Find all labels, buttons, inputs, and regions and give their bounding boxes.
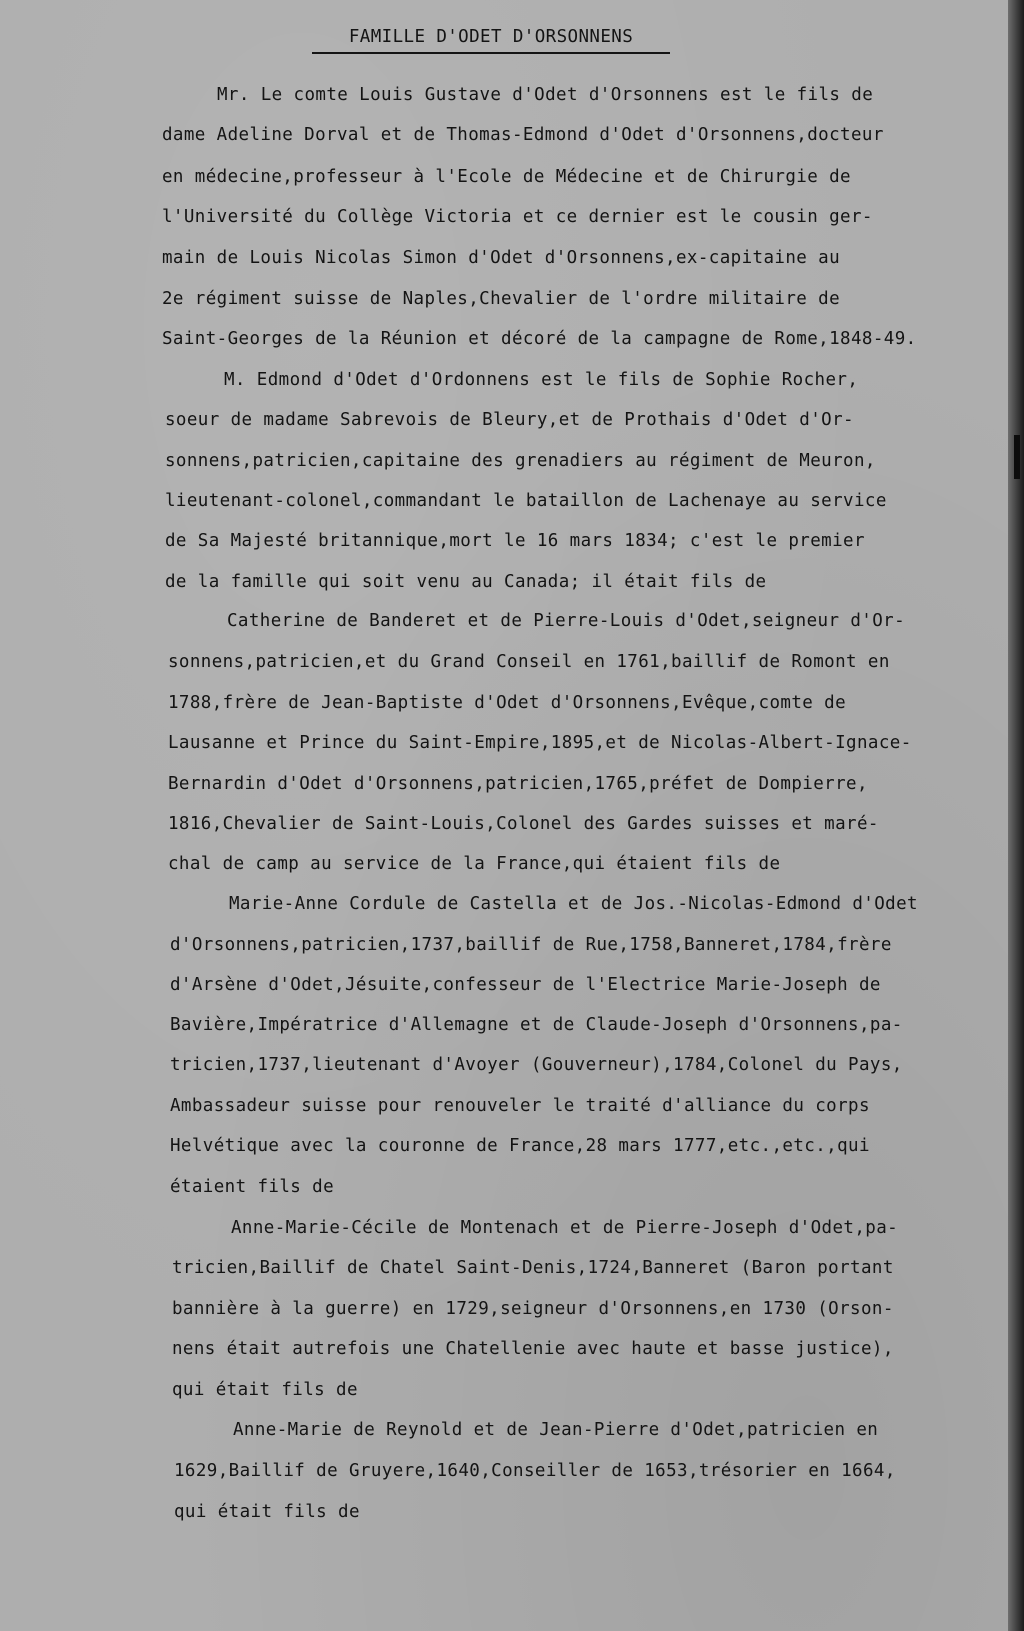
text-line: Saint-Georges de la Réunion et décoré de la campagne de Rome,1848-49. bbox=[162, 329, 917, 349]
document-title: FAMILLE D'ODET D'ORSONNENS bbox=[312, 22, 670, 54]
text-line: Bernardin d'Odet d'Orsonnens,patricien,1765,préfet de Dompierre, bbox=[168, 774, 868, 794]
text-line: 1629,Baillif de Gruyere,1640,Conseiller de 1653,trésorier en 1664, bbox=[174, 1461, 896, 1481]
text-line: tricien,1737,lieutenant d'Avoyer (Gouverneur),1784,Colonel du Pays, bbox=[170, 1055, 903, 1075]
text-line: sonnens,patricien,capitaine des grenadiers au régiment de Meuron, bbox=[165, 451, 876, 471]
text-line: Catherine de Banderet et de Pierre-Louis d'Odet,seigneur d'Or- bbox=[227, 611, 906, 631]
text-line: d'Orsonnens,patricien,1737,baillif de Rue,1758,Banneret,1784,frère bbox=[170, 935, 892, 955]
text-line: soeur de madame Sabrevois de Bleury,et de Prothais d'Odet d'Or- bbox=[165, 410, 854, 430]
text-line: qui était fils de bbox=[174, 1502, 360, 1522]
text-line: 1816,Chevalier de Saint-Louis,Colonel des Gardes suisses et maré- bbox=[168, 814, 879, 834]
text-line: 1788,frère de Jean-Baptiste d'Odet d'Orsonnens,Evêque,comte de bbox=[168, 693, 847, 713]
text-line: Bavière,Impératrice d'Allemagne et de Claude-Joseph d'Orsonnens,pa- bbox=[170, 1015, 903, 1035]
text-line: Anne-Marie-Cécile de Montenach et de Pierre-Joseph d'Odet,pa- bbox=[231, 1218, 899, 1238]
text-line: Marie-Anne Cordule de Castella et de Jos.-Nicolas-Edmond d'Odet bbox=[229, 894, 918, 914]
text-line: nens était autrefois une Chatellenie avec haute et basse justice), bbox=[172, 1339, 894, 1359]
text-line: M. Edmond d'Odet d'Ordonnens est le fils de Sophie Rocher, bbox=[224, 370, 859, 390]
text-line: tricien,Baillif de Chatel Saint-Denis,1724,Banneret (Baron portant bbox=[172, 1258, 894, 1278]
text-line: étaient fils de bbox=[170, 1177, 335, 1197]
text-line: 2e régiment suisse de Naples,Chevalier de l'ordre militaire de bbox=[162, 289, 841, 309]
text-line: lieutenant-colonel,commandant le bataillon de Lachenaye au service bbox=[165, 491, 887, 511]
text-line: main de Louis Nicolas Simon d'Odet d'Orsonnens,ex-capitaine au bbox=[162, 248, 841, 268]
text-line: bannière à la guerre) en 1729,seigneur d'Orsonnens,en 1730 (Orson- bbox=[172, 1299, 894, 1319]
text-line: Lausanne et Prince du Saint-Empire,1895,et de Nicolas-Albert-Ignace- bbox=[168, 733, 912, 753]
text-line: chal de camp au service de la France,qui étaient fils de bbox=[168, 854, 781, 874]
text-line: l'Université du Collège Victoria et ce dernier est le cousin ger- bbox=[162, 207, 873, 227]
text-line: de la famille qui soit venu au Canada; il était fils de bbox=[165, 572, 767, 592]
text-line: d'Arsène d'Odet,Jésuite,confesseur de l'Electrice Marie-Joseph de bbox=[170, 975, 881, 995]
text-line: sonnens,patricien,et du Grand Conseil en 1761,baillif de Romont en bbox=[168, 652, 890, 672]
text-line: qui était fils de bbox=[172, 1380, 358, 1400]
text-line: en médecine,professeur à l'Ecole de Médecine et de Chirurgie de bbox=[162, 167, 851, 187]
text-line: Mr. Le comte Louis Gustave d'Odet d'Orsonnens est le fils de bbox=[217, 85, 874, 105]
text-line: dame Adeline Dorval et de Thomas-Edmond d'Odet d'Orsonnens,docteur bbox=[162, 125, 884, 145]
scan-edge-mark bbox=[1014, 435, 1020, 479]
text-line: Ambassadeur suisse pour renouveler le traité d'alliance du corps bbox=[170, 1096, 870, 1116]
text-line: Helvétique avec la couronne de France,28 mars 1777,etc.,etc.,qui bbox=[170, 1136, 870, 1156]
text-line: Anne-Marie de Reynold et de Jean-Pierre d'Odet,patricien en bbox=[233, 1420, 879, 1440]
page-edge-shadow bbox=[1008, 0, 1024, 1631]
text-line: de Sa Majesté britannique,mort le 16 mars 1834; c'est le premier bbox=[165, 531, 865, 551]
